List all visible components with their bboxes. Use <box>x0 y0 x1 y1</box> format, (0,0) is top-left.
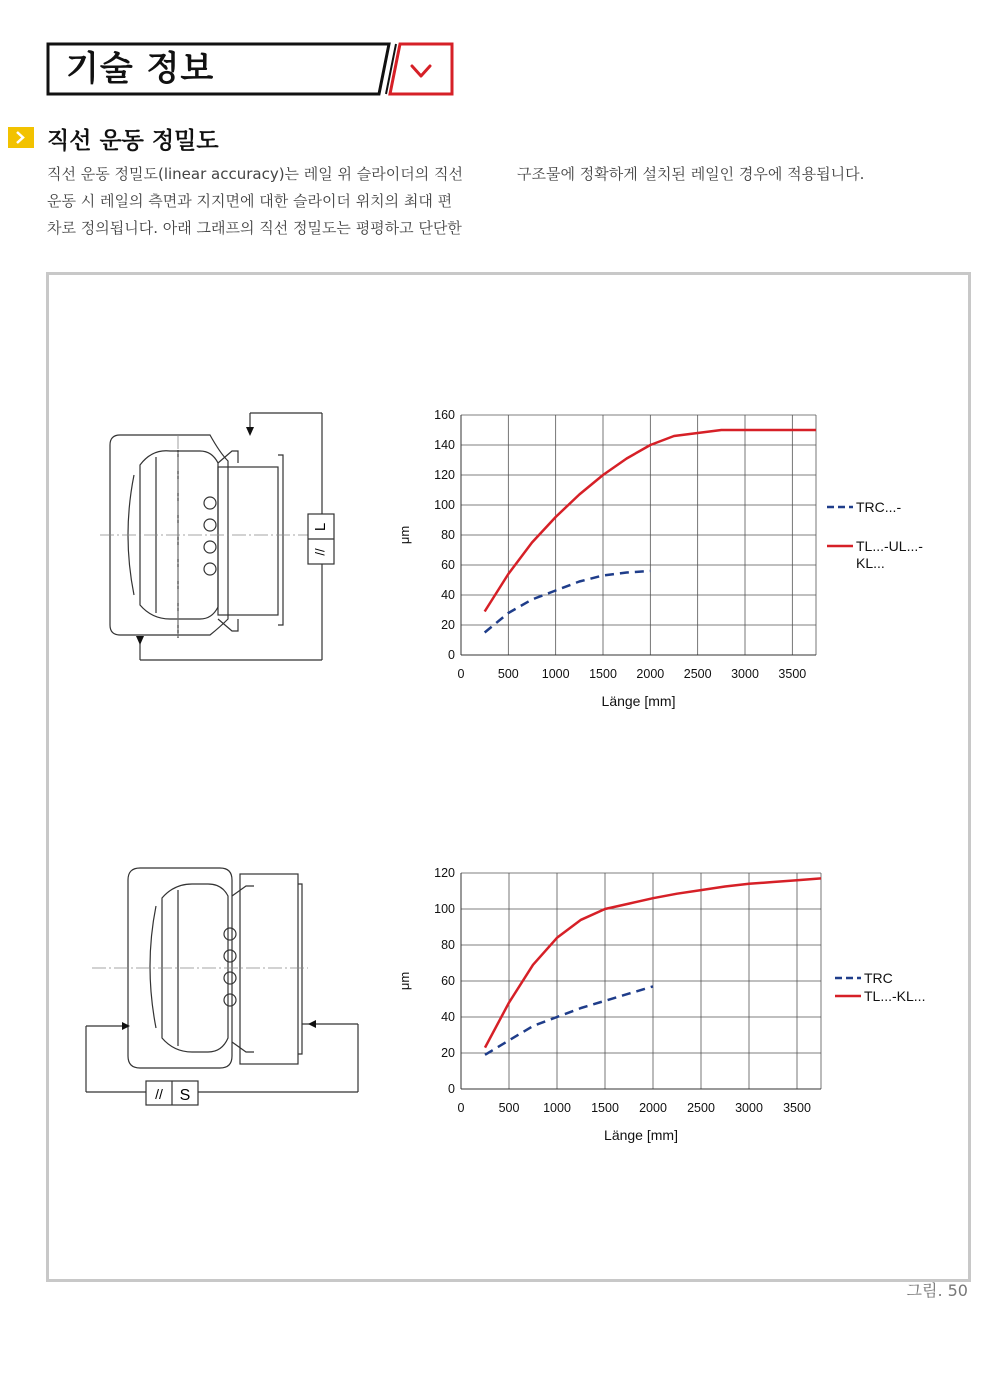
y-tick-label: 120 <box>434 468 455 482</box>
y-tick-label: 20 <box>441 1046 455 1060</box>
x-axis-label: Länge [mm] <box>604 1127 678 1143</box>
paragraph-line: 운동 시 레일의 측면과 지지면에 대한 슬라이더 위치의 최대 편 <box>47 192 453 210</box>
y-tick-label: 140 <box>434 438 455 452</box>
y-tick-label: 0 <box>448 1082 455 1096</box>
series-line-trc <box>485 986 653 1054</box>
x-tick-label: 1500 <box>589 667 617 681</box>
y-tick-label: 80 <box>441 938 455 952</box>
y-tick-label: 100 <box>434 498 455 512</box>
paragraph-right <box>517 161 957 188</box>
figure-caption: 그림. 50 <box>906 1281 968 1300</box>
y-tick-label: 0 <box>448 648 455 662</box>
y-axis-label: μm <box>397 971 412 991</box>
x-tick-label: 3000 <box>735 1101 763 1115</box>
y-tick-label: 60 <box>441 558 455 572</box>
y-tick-label: 40 <box>441 1010 455 1024</box>
x-tick-label: 1000 <box>541 667 570 681</box>
y-tick-label: 20 <box>441 618 455 632</box>
tolerance-symbol: // <box>155 1086 163 1102</box>
section-marker-icon <box>8 127 34 148</box>
tolerance-label: L <box>311 522 329 532</box>
y-tick-label: 60 <box>441 974 455 988</box>
x-tick-label: 3500 <box>783 1101 811 1115</box>
legend-label: TRC <box>864 970 893 986</box>
bottom-guide-diagram <box>82 862 364 1112</box>
x-tick-label: 1500 <box>591 1101 619 1115</box>
section-title: 직선 운동 정밀도 <box>47 128 219 154</box>
y-tick-label: 120 <box>434 866 455 880</box>
series-line-trc <box>485 571 651 633</box>
paragraph-line: 구조물에 정확하게 설치된 레일인 경우에 적용됩니다. <box>517 165 865 183</box>
legend-label: TL...-UL...- <box>856 538 923 554</box>
x-tick-label: 0 <box>457 667 465 681</box>
y-tick-label: 40 <box>441 588 455 602</box>
x-tick-label: 2500 <box>683 667 712 681</box>
y-tick-label: 160 <box>434 408 455 422</box>
x-tick-label: 3000 <box>731 667 759 681</box>
accuracy-chart-bottom <box>395 858 955 1158</box>
x-tick-label: 2500 <box>687 1101 715 1115</box>
legend-label: TRC...- <box>856 499 902 515</box>
x-tick-label: 3500 <box>778 667 807 681</box>
tolerance-symbol: // <box>312 548 328 556</box>
legend-label: TL...-KL... <box>864 988 926 1004</box>
x-tick-label: 1000 <box>543 1101 571 1115</box>
y-tick-label: 100 <box>434 902 455 916</box>
x-tick-label: 500 <box>498 1101 520 1115</box>
legend-label: KL... <box>856 555 885 571</box>
top-guide-diagram <box>100 405 350 670</box>
x-tick-label: 2000 <box>636 667 665 681</box>
x-tick-label: 500 <box>497 667 519 681</box>
tolerance-label: S <box>179 1087 191 1104</box>
x-tick-label: 2000 <box>639 1101 667 1115</box>
paragraph-line: 직선 운동 정밀도(linear accuracy)는 레일 위 슬라이더의 직선 <box>47 165 464 183</box>
x-axis-label: Länge [mm] <box>601 693 676 709</box>
y-axis-label: μm <box>397 525 412 545</box>
y-tick-label: 80 <box>441 528 455 542</box>
accuracy-chart-top <box>395 400 955 720</box>
page-title: 기술 정보 <box>66 49 215 89</box>
paragraph-line: 차로 정의됩니다. 아래 그래프의 직선 정밀도는 평평하고 단단한 <box>47 219 462 237</box>
x-tick-label: 0 <box>457 1101 465 1115</box>
paragraph-left <box>47 161 502 242</box>
